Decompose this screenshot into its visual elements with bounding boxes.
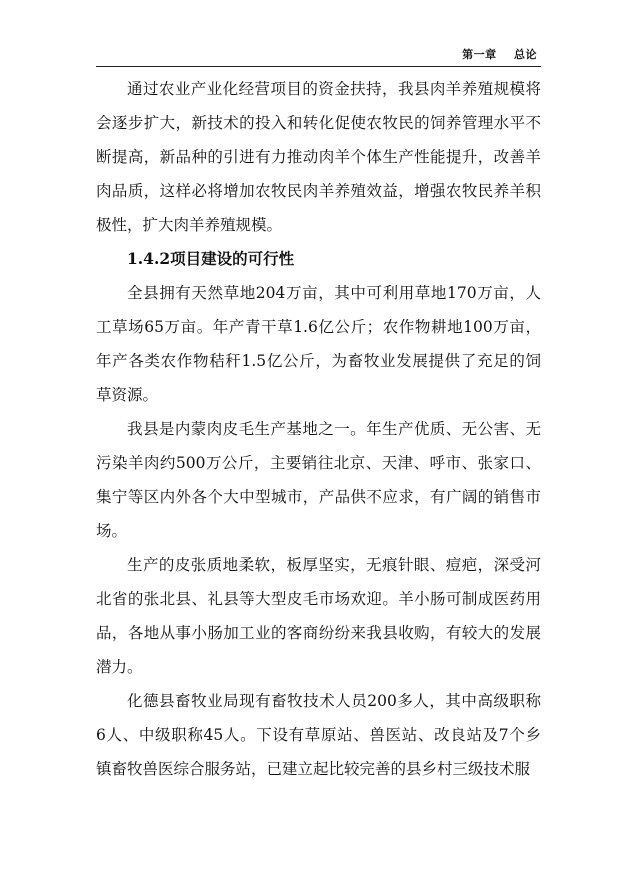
text-line: 全县拥有天然草地204万亩，其中可利用草地170万亩，人 [127,284,541,302]
text-line: 集宁等区内外各个大中型城市，产品供不应求，有广阔的销售市 [96,488,541,506]
text-line: 品，各地从事小肠加工业的客商纷纷来我县收购，有较大的发展 [96,624,541,642]
header-title: 总论 [514,48,537,61]
text-line: 污染羊肉约500万公斤，主要销往北京、天津、呼市、张家口、 [96,454,541,472]
text-line: 潜力。 [96,658,143,676]
text-line: 1.4.2项目建设的可行性 [127,249,295,268]
text-line: 会逐步扩大，新技术的投入和转化促使农牧民的饲养管理水平不 [96,114,541,132]
text-line: 镇畜牧兽医综合服务站，已建立起比较完善的县乡村三级技术服 [96,760,531,778]
text-line: 极性，扩大肉羊养殖规模。 [96,216,283,234]
paragraph [96,72,541,242]
text-line: 我县是内蒙肉皮毛生产基地之一。年生产优质、无公害、无 [127,420,541,438]
paragraph [96,684,541,786]
text-line: 工草场65万亩。年产青干草1.6亿公斤；农作物耕地100万亩， [96,318,541,336]
paragraph [96,276,541,412]
text-line: 化德县畜牧业局现有畜牧技术人员200多人，其中高级职称 [127,692,541,710]
text-line: 6人、中级职称45人。下设有草原站、兽医站、改良站及7个乡 [96,726,541,744]
page-body [96,72,541,786]
paragraph [96,548,541,684]
text-line: 草资源。 [96,386,159,404]
running-header [96,44,541,67]
text-line: 北省的张北县、礼县等大型皮毛市场欢迎。羊小肠可制成医药用 [96,590,541,608]
paragraph [96,412,541,548]
text-line: 肉品质，这样必将增加农牧民肉羊养殖效益，增强农牧民养羊积 [96,182,541,200]
text-line: 场。 [96,522,128,540]
header-chapter-title [462,46,537,62]
text-line: 通过农业产业化经营项目的资金扶持，我县肉羊养殖规模将 [127,80,541,98]
text-line: 生产的皮张质地柔软，板厚坚实，无痕针眼、痘疤，深受河 [127,556,541,574]
section-heading [96,242,541,276]
text-line: 年产各类农作物秸秆1.5亿公斤，为畜牧业发展提供了充足的饲 [96,352,541,370]
header-chapter: 第一章 [462,48,497,61]
text-line: 断提高，新品种的引进有力推动肉羊个体生产性能提升，改善羊 [96,148,541,166]
